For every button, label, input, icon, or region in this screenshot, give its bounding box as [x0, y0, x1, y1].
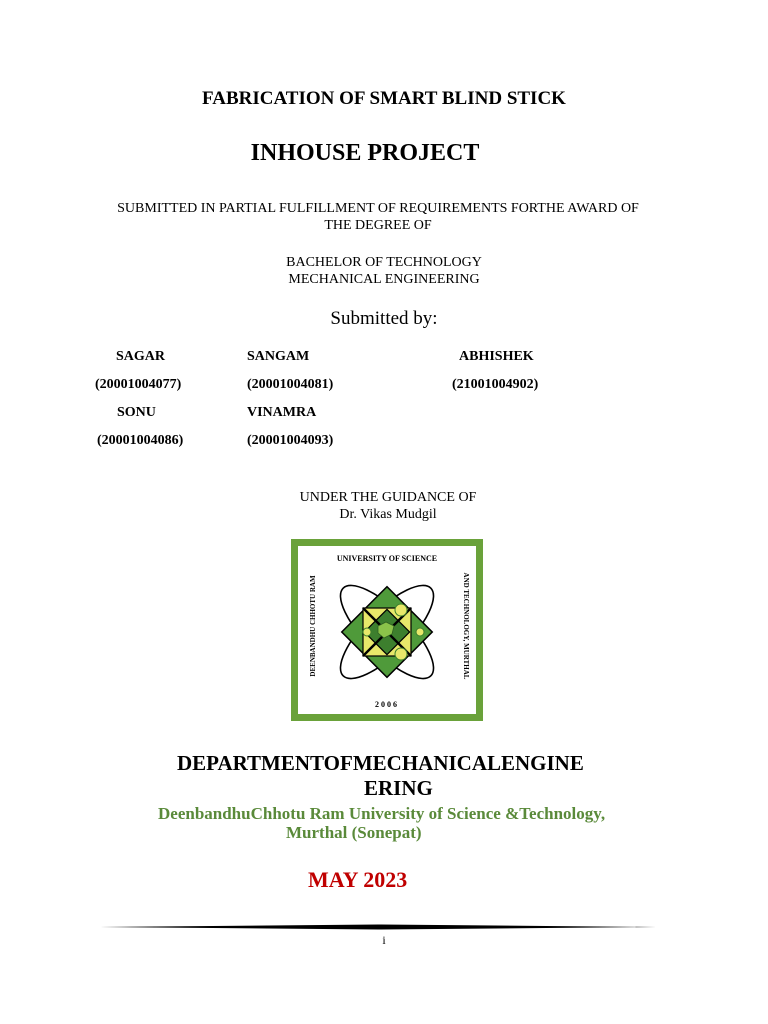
- student-roll: (20001004077): [95, 377, 182, 392]
- student-roll: (20001004093): [247, 433, 334, 448]
- guidance-block: [200, 489, 576, 523]
- guide-name: Dr. Vikas Mudgil: [339, 507, 437, 522]
- page-number: i: [382, 933, 386, 947]
- university-line-1: DeenbandhuChhotu Ram University of Science &Technology,: [158, 804, 606, 823]
- project-type: INHOUSE PROJECT: [250, 140, 480, 166]
- student-name: ABHISHEK: [459, 349, 534, 364]
- logo-right-text: AND TECHNOLOGY, MURTHAL: [462, 572, 470, 680]
- logo-left-text: DEENBANDHU CHHOTU RAM: [309, 575, 317, 677]
- degree-name: BACHELOR OF TECHNOLOGY: [286, 255, 482, 270]
- branch-name: MECHANICAL ENGINEERING: [288, 272, 480, 287]
- logo-emblem-icon: [322, 570, 452, 694]
- student-roll: (20001004086): [97, 433, 184, 448]
- student-roll: (20001004081): [247, 377, 334, 392]
- student-name: VINAMRA: [247, 405, 317, 420]
- logo-top-text: UNIVERSITY OF SCIENCE: [336, 554, 438, 563]
- degree-block: [0, 254, 768, 288]
- submission-line-2: THE DEGREE OF: [324, 218, 432, 233]
- submission-statement: [60, 200, 696, 234]
- submission-date: MAY 2023: [308, 867, 408, 892]
- university-logo: [291, 539, 483, 721]
- university-line-2: Murthal (Sonepat): [286, 823, 422, 842]
- student-name: SAGAR: [116, 349, 166, 364]
- project-title: FABRICATION OF SMART BLIND STICK: [202, 88, 566, 109]
- submission-line-1: SUBMITTED IN PARTIAL FULFILLMENT OF REQUIREMENTS FORTHE AWARD OF: [117, 201, 639, 216]
- department-line-2: ERING: [364, 776, 433, 800]
- student-roll: (21001004902): [452, 377, 539, 392]
- student-name: SANGAM: [247, 349, 310, 364]
- footer-rule: [100, 924, 656, 930]
- student-name: SONU: [117, 405, 156, 420]
- department-line-1: DEPARTMENTOFMECHANICALENGINE: [177, 751, 584, 775]
- submitted-by-label: Submitted by:: [330, 308, 438, 329]
- logo-inner: [298, 546, 476, 714]
- logo-year: 2006: [375, 700, 399, 709]
- guidance-label: UNDER THE GUIDANCE OF: [299, 490, 477, 505]
